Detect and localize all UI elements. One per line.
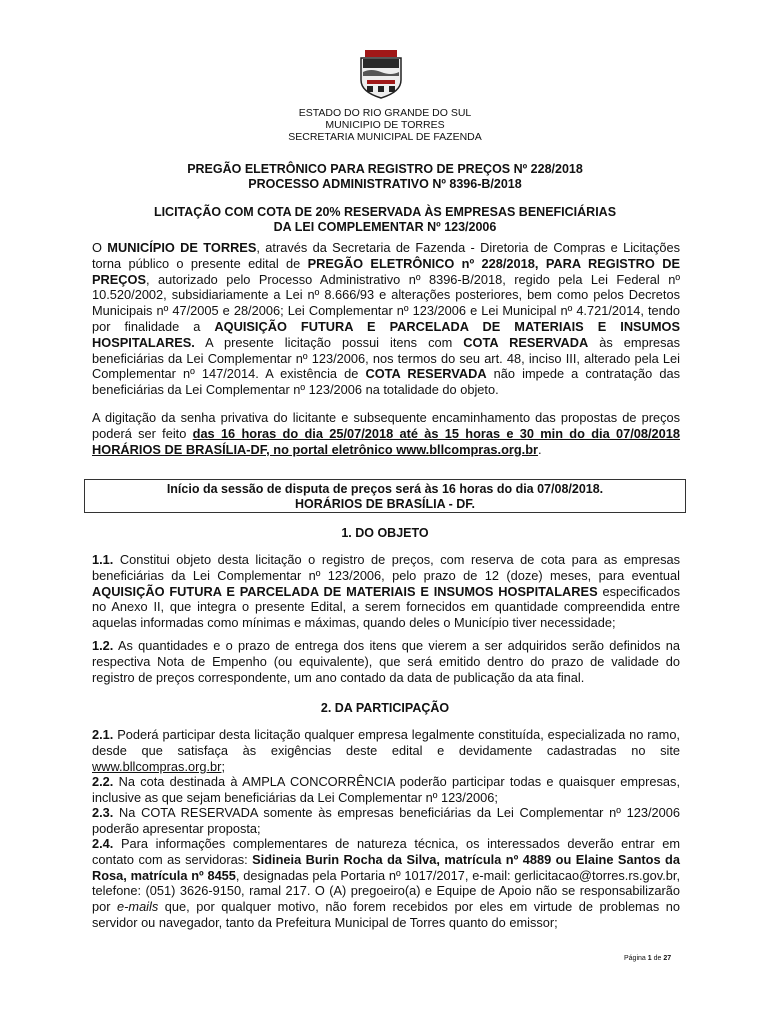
section-1-heading: 1. DO OBJETO bbox=[341, 526, 429, 540]
document-title: PREGÃO ELETRÔNICO PARA REGISTRO DE PREÇOS Nº 228/2018 bbox=[187, 162, 583, 176]
section-2-heading: 2. DA PARTICIPAÇÃO bbox=[320, 701, 450, 715]
proposal-period-dates: das 16 horas do dia 25/07/2018 até às 15 horas e 30 min do dia 07/08/2018 HORÁRIOS DE BRASÍLIA-DF, no portal eletrônico www.bllcompras.org.br bbox=[92, 425, 681, 457]
clause-2-2: 2.2. Na cota destinada à AMPLA CONCORRÊNCIA poderão participar todas e quaisquer empresas, inclusive as que sejam beneficiárias da Lei Complementar nº 123/2006; bbox=[92, 774, 680, 805]
header-state: ESTADO DO RIO GRANDE DO SUL bbox=[298, 107, 472, 119]
reserved-quota-law: DA LEI COMPLEMENTAR Nº 123/2006 bbox=[273, 220, 497, 234]
clause-2-1: 2.1. Poderá participar desta licitação qualquer empresa legalmente constituída, especializada no ramo, desde que satisfaça às exigências deste edital e devidamente cadastradas no site www.bllcompras.org.br; bbox=[92, 727, 680, 774]
clause-1-1: 1.1. Constitui objeto desta licitação o registro de preços, com reserva de cota para as empresas beneficiárias da Lei Complementar nº 123/2006, pelo prazo de 12 (doze) meses, para eventual AQUISIÇÃO FUTURA E PARCELADA DE MATERIAIS E INSUMOS HOSPITALARES especificados no Anexo II, que integra o presente Edital, a serem fornecidos em quantidade compreendida entre aquelas informadas como mínimas e máximas, quando deles o Município tiver necessidade; bbox=[92, 552, 680, 631]
header-municipality: MUNICIPIO DE TORRES bbox=[325, 119, 445, 131]
proposal-period-paragraph: A digitação da senha privativa do licitante e subsequente encaminhamento das propostas de preços poderá ser feito das 16 horas do dia 25/07/2018 até às 15 horas e 30 min do dia 07/08/2018 HORÁRIOS DE BRASÍLIA-DF, no portal eletrônico www.bllcompras.org.br. bbox=[92, 410, 681, 457]
intro-paragraph: O MUNICÍPIO DE TORRES, através da Secretaria de Fazenda - Diretoria de Compras e Licitações torna público o presente edital de PREGÃO ELETRÔNICO nº 228/2018, PARA REGISTRO DE PREÇOS, autorizado pelo Processo Administrativo nº 8396-B/2018, regido pela Lei Federal nº 10.520/2002, subsidiariamente a Lei nº 8.666/93 e alterações posteriores, bem como pelos Decretos Municipais nº 47/2005 e 28/2006; Lei Complementar nº 123/2006 e Lei Municipal nº 4.721/2014, tendo por finalidade a AQUISIÇÃO FUTURA E PARCELADA DE MATERIAIS E INSUMOS HOSPITALARES. A presente licitação possui itens com COTA RESERVADA às empresas beneficiárias da Lei Complementar nº 123/2006, nos termos do seu art. 48, inciso III, alterado pela Lei Complementar nº 147/2014. A existência de COTA RESERVADA não impede a contratação das beneficiárias da Lei Complementar nº 123/2006 na totalidade do objeto. bbox=[92, 240, 680, 398]
clause-2-3: 2.3. Na COTA RESERVADA somente às empresas beneficiárias da Lei Complementar nº 123/2006 poderão apresentar proposta; bbox=[92, 805, 680, 836]
process-number: PROCESSO ADMINISTRATIVO Nº 8396-B/2018 bbox=[248, 177, 522, 191]
clause-1-2: 1.2. As quantidades e o prazo de entrega dos itens que vierem a ser adquiridos serão definidos na respectiva Nota de Empenho (ou equivalente), que será emitido dentro do prazo de validade do registro de preços correspondente, um ano contado da data de publicação da ata final. bbox=[92, 638, 680, 685]
page-number: Página 1 de 27 bbox=[624, 955, 672, 962]
municipal-coat-of-arms bbox=[359, 50, 403, 100]
session-start-notice bbox=[84, 479, 686, 513]
header-secretariat: SECRETARIA MUNICIPAL DE FAZENDA bbox=[288, 131, 482, 143]
session-timezone-line: HORÁRIOS DE BRASÍLIA - DF. bbox=[294, 497, 476, 511]
bllcompras-link[interactable]: www.bllcompras.org.br bbox=[92, 758, 222, 774]
session-start-line: Início da sessão de disputa de preços será às 16 horas do dia 07/08/2018. bbox=[166, 482, 604, 496]
clause-2-4: 2.4. Para informações complementares de natureza técnica, os interessados deverão entrar em contato com as servidoras: Sidineia Burin Rocha da Silva, matrícula nº 4889 ou Elaine Santos da Rosa, matrícula nº 8455, designadas pela Portaria nº 1017/2017, e-mail: gerlicitacao@torres.rs.gov.br, telefone: (051) 3626-9150, ramal 217. O (A) pregoeiro(a) e Equipe de Apoio não se responsabilizarão por e-mails que, por qualquer motivo, não forem recebidos por eles em virtude de problemas no servidor ou navegador, tanto da Prefeitura Municipal de Torres quanto do emissor; bbox=[92, 836, 680, 930]
reserved-quota-title: LICITAÇÃO COM COTA DE 20% RESERVADA ÀS EMPRESAS BENEFICIÁRIAS bbox=[153, 205, 617, 219]
